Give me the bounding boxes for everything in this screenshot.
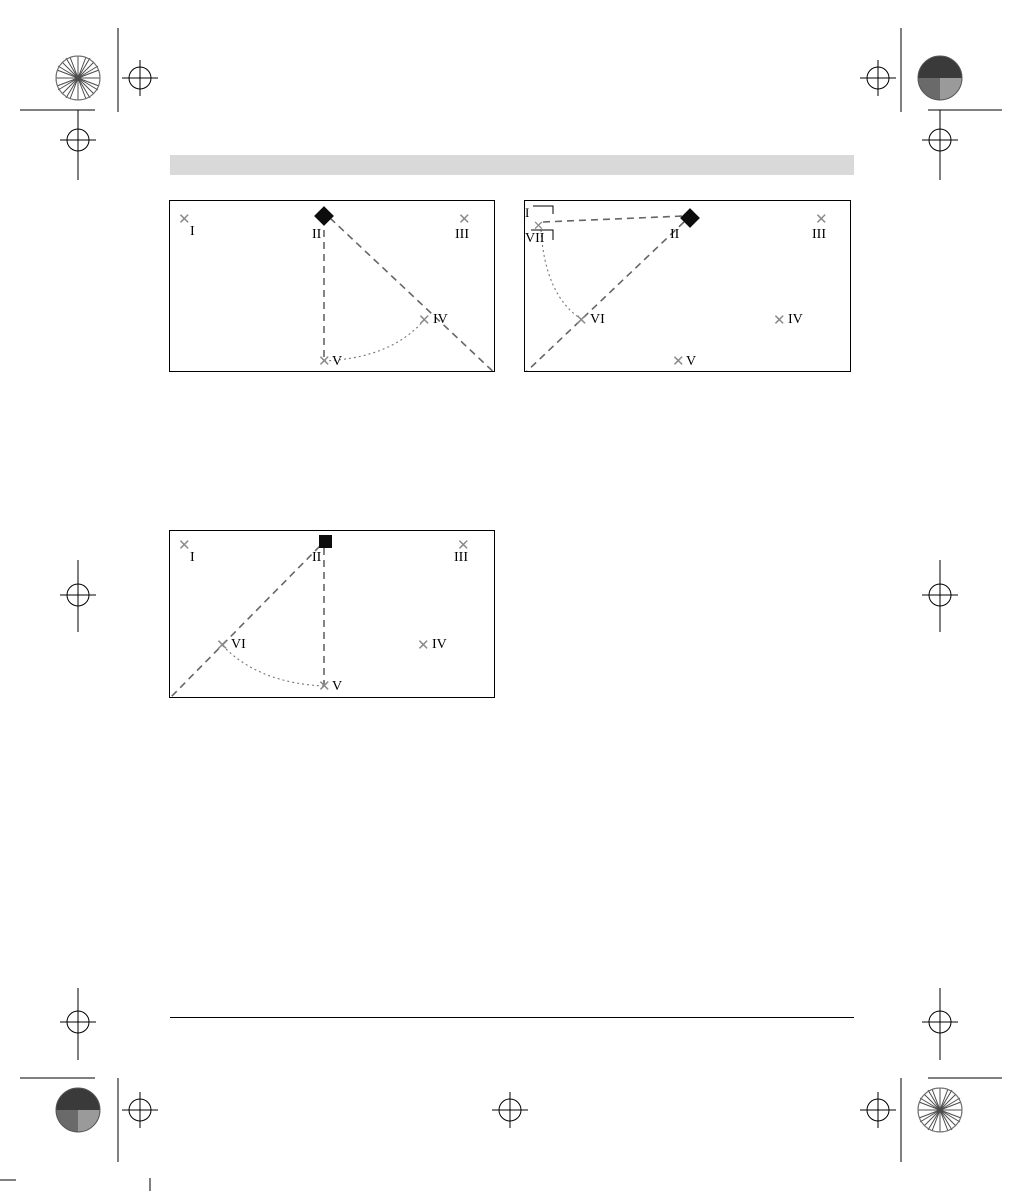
point-label-IV: IV bbox=[432, 637, 447, 652]
point-label-III: III bbox=[812, 227, 826, 242]
point-label-VI: VI bbox=[590, 312, 605, 327]
point-marker-III: ✕ bbox=[457, 537, 470, 554]
point-label-VI: VI bbox=[231, 637, 246, 652]
point-marker-VI: ✕ bbox=[575, 312, 588, 329]
point-label-IV: IV bbox=[788, 312, 803, 327]
node-marker-square bbox=[319, 535, 332, 548]
point-label-V: V bbox=[332, 679, 343, 694]
point-marker-VI: ✕ bbox=[216, 637, 229, 654]
point-marker-IV: ✕ bbox=[773, 312, 786, 329]
point-marker-I: ✕ bbox=[178, 211, 191, 228]
point-label-II: II bbox=[670, 227, 680, 242]
point-label-V: V bbox=[686, 354, 697, 369]
point-marker-IV: ✕ bbox=[417, 637, 430, 654]
point-marker-V: ✕ bbox=[318, 353, 331, 370]
point-label-II: II bbox=[312, 550, 322, 565]
point-marker-III: ✕ bbox=[815, 211, 828, 228]
point-label-IV: IV bbox=[433, 312, 448, 327]
point-label-I: I bbox=[190, 550, 195, 565]
point-label-VII: VII bbox=[525, 231, 545, 246]
point-label-III: III bbox=[455, 227, 469, 242]
point-marker-V: ✕ bbox=[672, 353, 685, 370]
point-label-V: V bbox=[332, 354, 343, 369]
point-label-I: I bbox=[190, 224, 195, 239]
point-label-II: II bbox=[312, 227, 322, 242]
point-marker-VII: ✕ bbox=[533, 218, 544, 233]
point-label-I: I bbox=[525, 205, 530, 220]
point-marker-V: ✕ bbox=[318, 678, 331, 695]
point-marker-I: ✕ bbox=[178, 537, 191, 554]
point-label-III: III bbox=[454, 550, 468, 565]
point-marker-III: ✕ bbox=[458, 211, 471, 228]
point-marker-IV: ✕ bbox=[418, 312, 431, 329]
